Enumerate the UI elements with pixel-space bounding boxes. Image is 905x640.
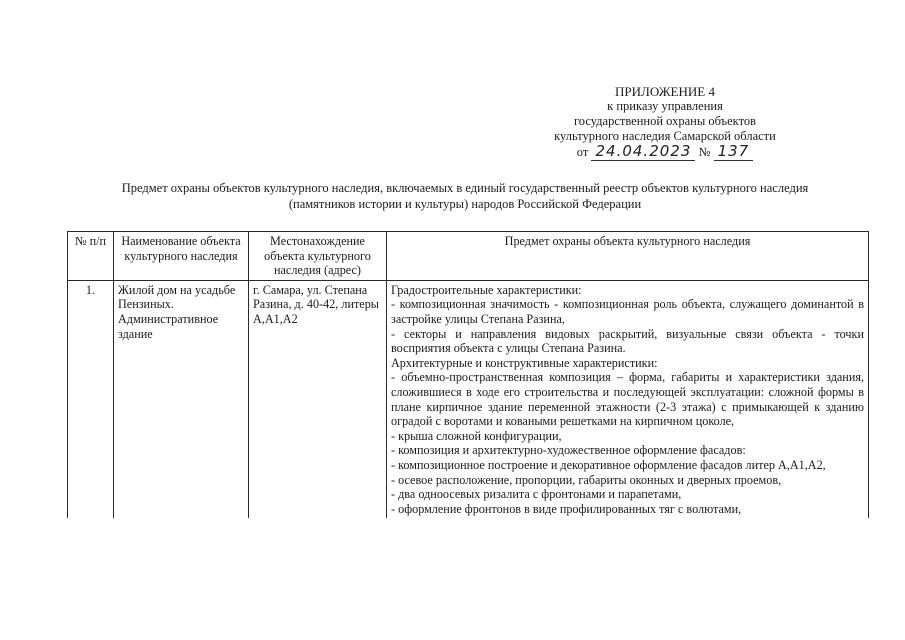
- row-subject: [387, 280, 869, 518]
- order-date-line: [520, 144, 810, 160]
- order-number: 137: [714, 142, 754, 161]
- order-date: 24.04.2023: [591, 142, 695, 161]
- subject-line: - композиция и архитектурно-художественное оформление фасадов:: [391, 443, 746, 458]
- appendix-line-2: государственной охраны объектов: [573, 114, 757, 128]
- subject-line: - объемно-пространственная композиция – форма, габариты и характеристики здания, сложившиеся в ходе его строительства и последующей эксплуатации: сложной формы в плане кирпичное здание переменной этажности (2-3 этажа) с примыкающей к зданию оградой с воротами и коваными решетками на кирпичном цоколе,: [391, 370, 864, 429]
- subject-line: - секторы и направления видовых раскрытий, визуальные связи объекта - точки восприятия объекта с улицы Степана Разина.: [391, 326, 864, 356]
- header-num: № п/п: [68, 232, 114, 281]
- appendix-header: [520, 84, 810, 160]
- heritage-table: [67, 231, 869, 518]
- row-num: 1.: [68, 280, 114, 518]
- header-name: Наименование объекта культурного наследия: [114, 232, 249, 281]
- subject-line: Архитектурные и конструктивные характеристики:: [391, 355, 658, 370]
- subject-line: - композиционная значимость - композиционная роль объекта, служащего доминантой в застройке улицы Степана Разина,: [391, 297, 864, 326]
- subject-line: - осевое расположение, пропорции, габариты оконных и дверных проемов,: [391, 472, 782, 487]
- number-prefix: №: [698, 145, 711, 159]
- row-location: г. Самара, ул. Степана Разина, д. 40-42, литеры А,А1,А2: [249, 280, 387, 518]
- page-bottom-margin: [0, 570, 905, 640]
- table-header-row: [68, 232, 869, 281]
- subject-line: - композиционное построение и декоративное оформление фасадов литер А,А1,А2,: [391, 457, 826, 472]
- document-title: Предмет охраны объектов культурного наследия, включаемых в единый государственный реестр объектов культурного наследия (памятников истории и культуры) народов Российской Федерации: [121, 181, 809, 211]
- header-location: Местонахождение объекта культурного наследия (адрес): [249, 232, 387, 281]
- header-subject: Предмет охраны объекта культурного наследия: [387, 232, 869, 281]
- subject-line: - крыша сложной конфигурации,: [391, 428, 562, 443]
- table-row: [68, 280, 869, 518]
- appendix-line-3: культурного наследия Самарской области: [554, 129, 776, 143]
- subject-line: - оформление фронтонов в виде профилированных тяг с волютами,: [391, 501, 742, 516]
- row-name: Жилой дом на усадьбе Пензиных. Административное здание: [114, 280, 249, 518]
- date-prefix: от: [576, 145, 589, 159]
- subject-line: - два одноосевых ризалита с фронтонами и парапетами,: [391, 487, 682, 502]
- appendix-title: ПРИЛОЖЕНИЕ 4: [615, 84, 715, 99]
- subject-line: Градостроительные характеристики:: [391, 282, 582, 297]
- appendix-line-1: к приказу управления: [607, 99, 723, 113]
